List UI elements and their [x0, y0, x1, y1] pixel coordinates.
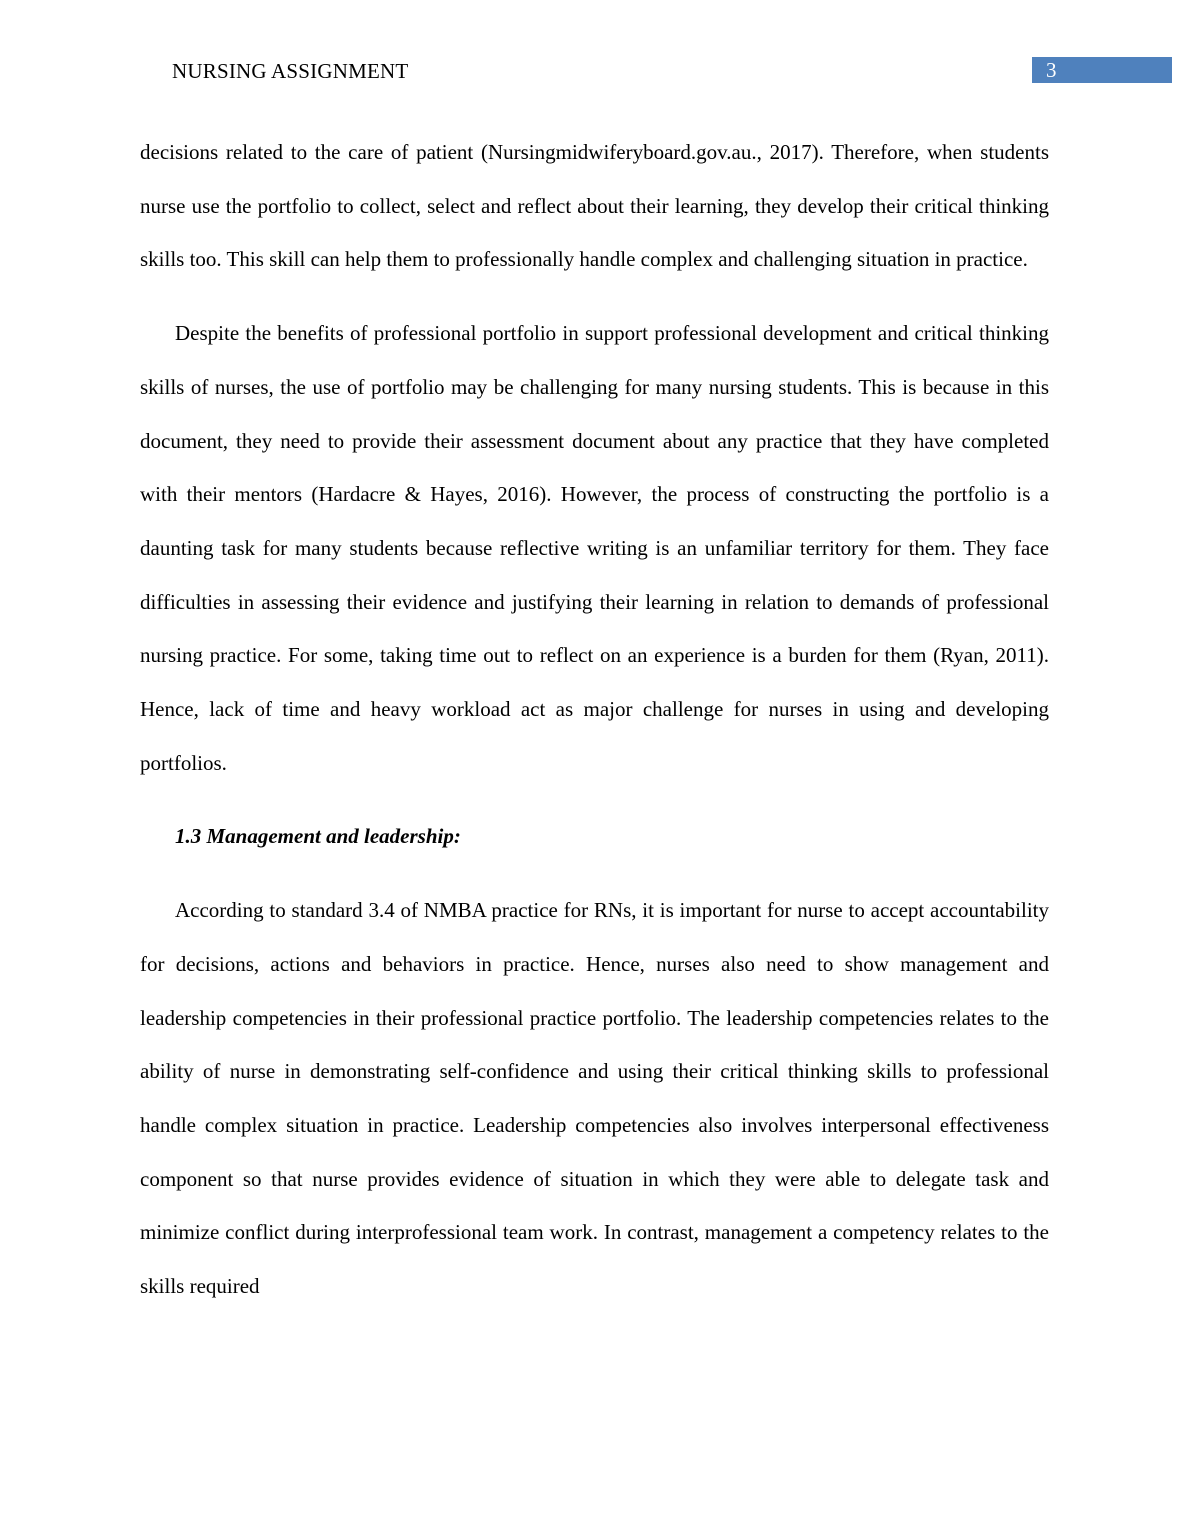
paragraph-continued: decisions related to the care of patient (Nursingmidwiferyboard.gov.au., 2017). Therefore, when students nurse use the portfolio to collect, select and reflect about their learning, they develop their critical thinking skills too. This skill can help them to professionally handle complex and challenging situation in practice.: [140, 140, 1049, 272]
section-heading: 1.3 Management and leadership:: [175, 824, 461, 849]
page-number: 3: [1046, 58, 1057, 82]
page-number-badge: [1032, 57, 1172, 83]
paragraph-portfolio-challenges: Despite the benefits of professional portfolio in support professional development and critical thinking skills of nurses, the use of portfolio may be challenging for many nursing students. This is because in this document, they need to provide their assessment document about any practice that they have completed with their mentors (Hardacre & Hayes, 2016). However, the process of constructing the portfolio is a daunting task for many students because reflective writing is an unfamiliar territory for them. They face difficulties in assessing their evidence and justifying their learning in relation to demands of professional nursing practice. For some, taking time out to reflect on an experience is a burden for them (Ryan, 2011). Hence, lack of time and heavy workload act as major challenge for nurses in using and developing portfolios.: [140, 321, 1049, 775]
document-body: [140, 126, 1049, 1334]
running-header-title: NURSING ASSIGNMENT: [172, 59, 409, 83]
paragraph-management-leadership: According to standard 3.4 of NMBA practice for RNs, it is important for nurse to accept accountability for decisions, actions and behaviors in practice. Hence, nurses also need to show management and leadership competencies in their professional practice portfolio. The leadership competencies relates to the ability of nurse in demonstrating self-confidence and using their critical thinking skills to professional handle complex situation in practice. Leadership competencies also involves interpersonal effectiveness component so that nurse provides evidence of situation in which they were able to delegate task and minimize conflict during interprofessional team work. In contrast, management a competency relates to the skills required: [140, 898, 1049, 1299]
